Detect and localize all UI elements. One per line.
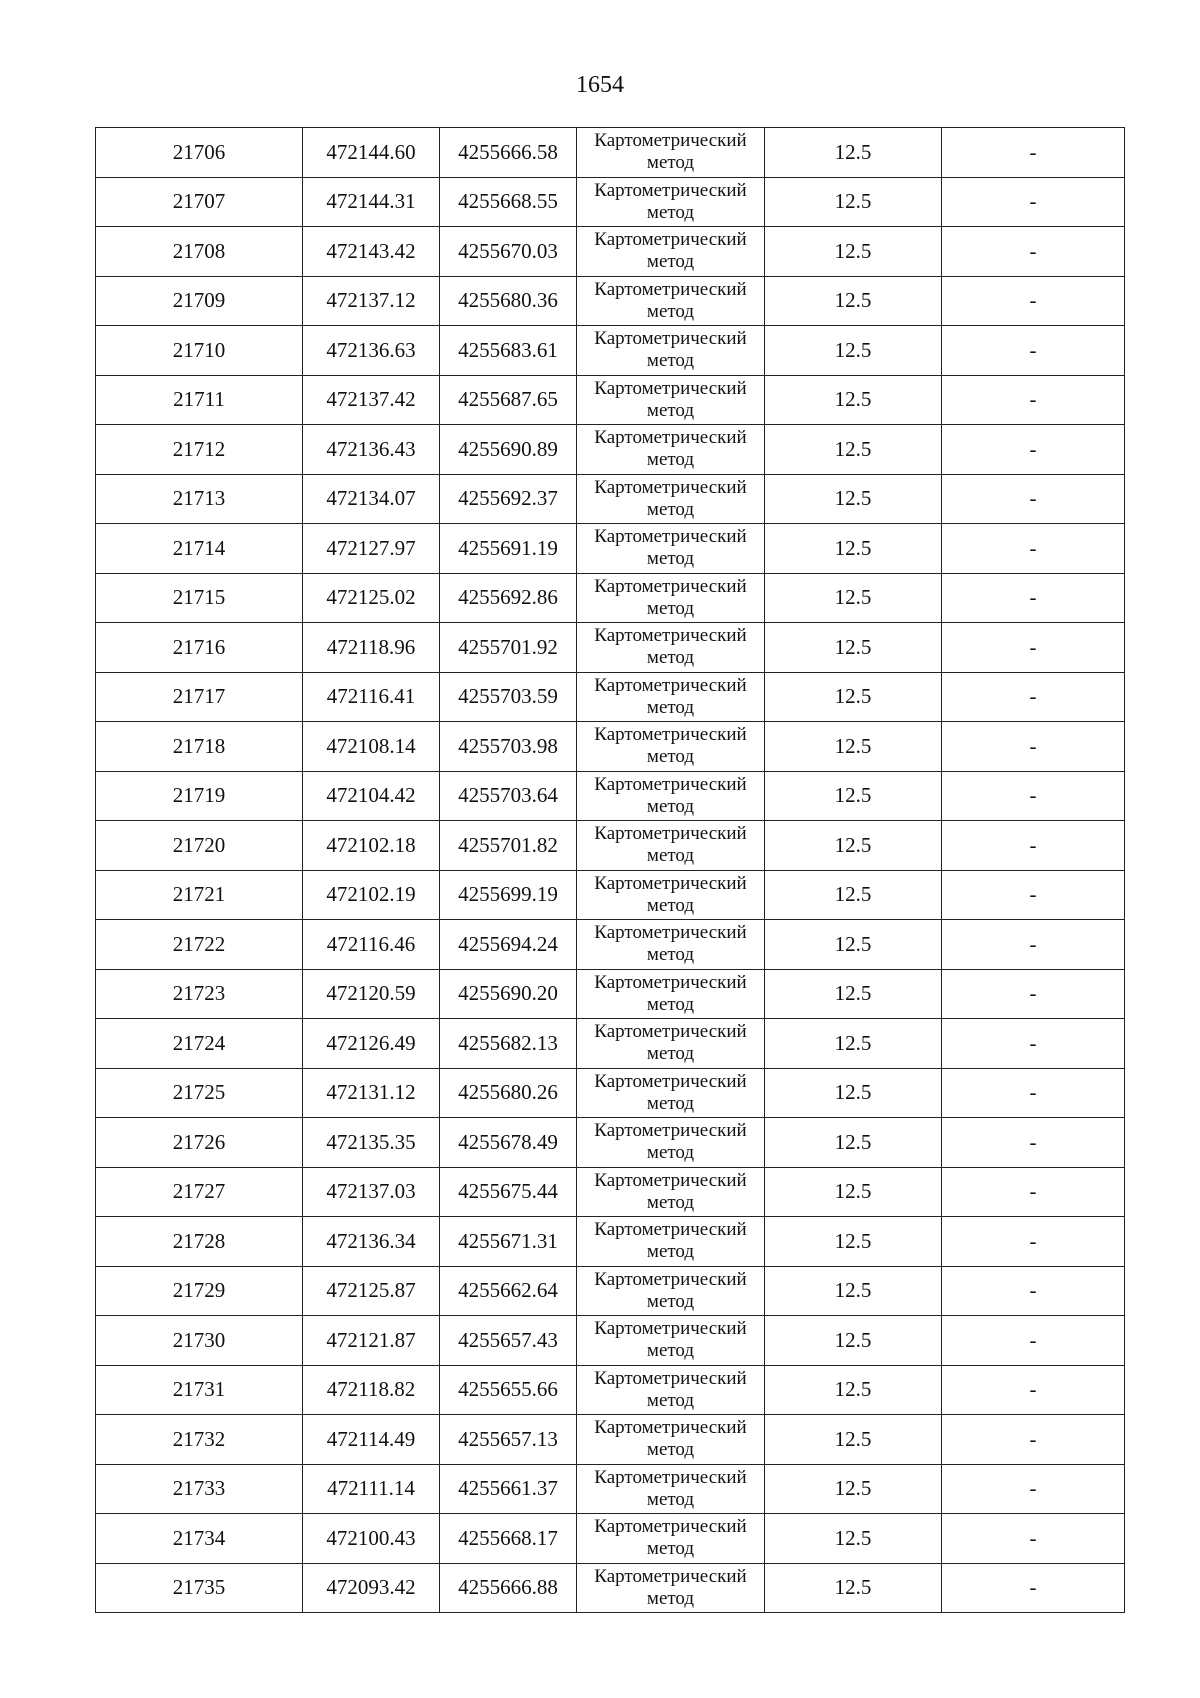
method-line-2: метод bbox=[646, 597, 695, 619]
table-row bbox=[96, 771, 1125, 821]
method-cell bbox=[577, 1266, 765, 1316]
table-row bbox=[96, 227, 1125, 277]
table-row bbox=[96, 1514, 1125, 1564]
method-cell bbox=[577, 1464, 765, 1514]
point-number-cell: 21719 bbox=[96, 771, 303, 821]
note-cell: - bbox=[942, 524, 1125, 574]
table-row bbox=[96, 969, 1125, 1019]
note-cell: - bbox=[942, 128, 1125, 178]
table-row bbox=[96, 474, 1125, 524]
method-line-1: Картометрический bbox=[594, 1219, 747, 1241]
method-cell bbox=[577, 1316, 765, 1366]
note-cell: - bbox=[942, 1464, 1125, 1514]
y-coordinate-cell: 4255703.59 bbox=[440, 672, 577, 722]
method-line-2: метод bbox=[646, 1043, 695, 1065]
y-coordinate-cell: 4255699.19 bbox=[440, 870, 577, 920]
accuracy-cell: 12.5 bbox=[765, 177, 942, 227]
point-number-cell: 21711 bbox=[96, 375, 303, 425]
accuracy-cell: 12.5 bbox=[765, 1217, 942, 1267]
y-coordinate-cell: 4255692.86 bbox=[440, 573, 577, 623]
accuracy-cell: 12.5 bbox=[765, 375, 942, 425]
method-cell bbox=[577, 1365, 765, 1415]
method-line-2: метод bbox=[646, 845, 695, 867]
method-cell bbox=[577, 870, 765, 920]
x-coordinate-cell: 472104.42 bbox=[303, 771, 440, 821]
point-number-cell: 21730 bbox=[96, 1316, 303, 1366]
table-row bbox=[96, 425, 1125, 475]
note-cell: - bbox=[942, 623, 1125, 673]
method-cell bbox=[577, 1019, 765, 1069]
method-line-1: Картометрический bbox=[594, 575, 747, 597]
note-cell: - bbox=[942, 1365, 1125, 1415]
method-line-2: метод bbox=[646, 1587, 695, 1609]
table-row bbox=[96, 276, 1125, 326]
accuracy-cell: 12.5 bbox=[765, 1068, 942, 1118]
note-cell: - bbox=[942, 1167, 1125, 1217]
method-line-1: Картометрический bbox=[594, 526, 747, 548]
coordinates-table-body bbox=[96, 128, 1125, 1613]
table-row bbox=[96, 1019, 1125, 1069]
method-cell bbox=[577, 524, 765, 574]
method-line-2: метод bbox=[646, 746, 695, 768]
method-line-2: метод bbox=[646, 1290, 695, 1312]
method-line-1: Картометрический bbox=[594, 1318, 747, 1340]
y-coordinate-cell: 4255657.43 bbox=[440, 1316, 577, 1366]
point-number-cell: 21717 bbox=[96, 672, 303, 722]
table-row bbox=[96, 128, 1125, 178]
method-line-2: метод bbox=[646, 696, 695, 718]
method-line-2: метод bbox=[646, 251, 695, 273]
y-coordinate-cell: 4255671.31 bbox=[440, 1217, 577, 1267]
method-line-1: Картометрический bbox=[594, 625, 747, 647]
y-coordinate-cell: 4255662.64 bbox=[440, 1266, 577, 1316]
point-number-cell: 21712 bbox=[96, 425, 303, 475]
point-number-cell: 21707 bbox=[96, 177, 303, 227]
method-line-2: метод bbox=[646, 944, 695, 966]
point-number-cell: 21718 bbox=[96, 722, 303, 772]
accuracy-cell: 12.5 bbox=[765, 1316, 942, 1366]
y-coordinate-cell: 4255691.19 bbox=[440, 524, 577, 574]
accuracy-cell: 12.5 bbox=[765, 1167, 942, 1217]
method-cell bbox=[577, 573, 765, 623]
accuracy-cell: 12.5 bbox=[765, 672, 942, 722]
method-cell bbox=[577, 276, 765, 326]
method-line-2: метод bbox=[646, 894, 695, 916]
y-coordinate-cell: 4255703.98 bbox=[440, 722, 577, 772]
method-cell bbox=[577, 1167, 765, 1217]
x-coordinate-cell: 472118.96 bbox=[303, 623, 440, 673]
y-coordinate-cell: 4255666.88 bbox=[440, 1563, 577, 1613]
method-line-2: метод bbox=[646, 300, 695, 322]
x-coordinate-cell: 472126.49 bbox=[303, 1019, 440, 1069]
method-line-2: метод bbox=[646, 1488, 695, 1510]
note-cell: - bbox=[942, 1415, 1125, 1465]
table-row bbox=[96, 1217, 1125, 1267]
method-line-1: Картометрический bbox=[594, 922, 747, 944]
x-coordinate-cell: 472136.34 bbox=[303, 1217, 440, 1267]
method-line-2: метод bbox=[646, 993, 695, 1015]
method-cell bbox=[577, 177, 765, 227]
point-number-cell: 21731 bbox=[96, 1365, 303, 1415]
method-cell bbox=[577, 1563, 765, 1613]
accuracy-cell: 12.5 bbox=[765, 1019, 942, 1069]
y-coordinate-cell: 4255683.61 bbox=[440, 326, 577, 376]
method-cell bbox=[577, 375, 765, 425]
x-coordinate-cell: 472116.46 bbox=[303, 920, 440, 970]
x-coordinate-cell: 472137.03 bbox=[303, 1167, 440, 1217]
y-coordinate-cell: 4255680.26 bbox=[440, 1068, 577, 1118]
table-row bbox=[96, 821, 1125, 871]
y-coordinate-cell: 4255668.55 bbox=[440, 177, 577, 227]
accuracy-cell: 12.5 bbox=[765, 425, 942, 475]
method-line-2: метод bbox=[646, 498, 695, 520]
method-cell bbox=[577, 1118, 765, 1168]
accuracy-cell: 12.5 bbox=[765, 623, 942, 673]
x-coordinate-cell: 472111.14 bbox=[303, 1464, 440, 1514]
y-coordinate-cell: 4255687.65 bbox=[440, 375, 577, 425]
x-coordinate-cell: 472144.31 bbox=[303, 177, 440, 227]
x-coordinate-cell: 472143.42 bbox=[303, 227, 440, 277]
y-coordinate-cell: 4255701.82 bbox=[440, 821, 577, 871]
method-line-2: метод bbox=[646, 152, 695, 174]
table-row bbox=[96, 722, 1125, 772]
method-line-1: Картометрический bbox=[594, 823, 747, 845]
point-number-cell: 21721 bbox=[96, 870, 303, 920]
table-row bbox=[96, 1266, 1125, 1316]
note-cell: - bbox=[942, 326, 1125, 376]
point-number-cell: 21733 bbox=[96, 1464, 303, 1514]
note-cell: - bbox=[942, 425, 1125, 475]
y-coordinate-cell: 4255682.13 bbox=[440, 1019, 577, 1069]
table-row bbox=[96, 1415, 1125, 1465]
x-coordinate-cell: 472120.59 bbox=[303, 969, 440, 1019]
note-cell: - bbox=[942, 227, 1125, 277]
method-line-2: метод bbox=[646, 795, 695, 817]
method-cell bbox=[577, 672, 765, 722]
table-row bbox=[96, 326, 1125, 376]
method-cell bbox=[577, 128, 765, 178]
x-coordinate-cell: 472102.18 bbox=[303, 821, 440, 871]
accuracy-cell: 12.5 bbox=[765, 1464, 942, 1514]
table-row bbox=[96, 1563, 1125, 1613]
coordinates-table bbox=[95, 127, 1125, 1613]
accuracy-cell: 12.5 bbox=[765, 227, 942, 277]
table-row bbox=[96, 1167, 1125, 1217]
point-number-cell: 21722 bbox=[96, 920, 303, 970]
note-cell: - bbox=[942, 672, 1125, 722]
table-row bbox=[96, 375, 1125, 425]
y-coordinate-cell: 4255655.66 bbox=[440, 1365, 577, 1415]
accuracy-cell: 12.5 bbox=[765, 1118, 942, 1168]
x-coordinate-cell: 472093.42 bbox=[303, 1563, 440, 1613]
note-cell: - bbox=[942, 1217, 1125, 1267]
y-coordinate-cell: 4255670.03 bbox=[440, 227, 577, 277]
x-coordinate-cell: 472131.12 bbox=[303, 1068, 440, 1118]
method-cell bbox=[577, 1068, 765, 1118]
method-line-1: Картометрический bbox=[594, 1466, 747, 1488]
note-cell: - bbox=[942, 573, 1125, 623]
point-number-cell: 21708 bbox=[96, 227, 303, 277]
point-number-cell: 21732 bbox=[96, 1415, 303, 1465]
method-line-2: метод bbox=[646, 1191, 695, 1213]
point-number-cell: 21709 bbox=[96, 276, 303, 326]
point-number-cell: 21725 bbox=[96, 1068, 303, 1118]
note-cell: - bbox=[942, 375, 1125, 425]
method-cell bbox=[577, 969, 765, 1019]
method-line-1: Картометрический bbox=[594, 1268, 747, 1290]
method-cell bbox=[577, 425, 765, 475]
table-row bbox=[96, 672, 1125, 722]
method-line-2: метод bbox=[646, 201, 695, 223]
method-line-2: метод bbox=[646, 1538, 695, 1560]
method-line-2: метод bbox=[646, 1092, 695, 1114]
page-number: 1654 bbox=[576, 72, 624, 98]
method-cell bbox=[577, 1415, 765, 1465]
y-coordinate-cell: 4255666.58 bbox=[440, 128, 577, 178]
method-line-2: метод bbox=[646, 647, 695, 669]
method-line-1: Картометрический bbox=[594, 1516, 747, 1538]
point-number-cell: 21714 bbox=[96, 524, 303, 574]
method-line-1: Картометрический bbox=[594, 179, 747, 201]
method-line-2: метод bbox=[646, 1389, 695, 1411]
method-line-2: метод bbox=[646, 548, 695, 570]
method-line-1: Картометрический bbox=[594, 130, 747, 152]
table-row bbox=[96, 1464, 1125, 1514]
accuracy-cell: 12.5 bbox=[765, 128, 942, 178]
y-coordinate-cell: 4255661.37 bbox=[440, 1464, 577, 1514]
method-line-1: Картометрический bbox=[594, 278, 747, 300]
y-coordinate-cell: 4255657.13 bbox=[440, 1415, 577, 1465]
accuracy-cell: 12.5 bbox=[765, 969, 942, 1019]
x-coordinate-cell: 472144.60 bbox=[303, 128, 440, 178]
x-coordinate-cell: 472137.42 bbox=[303, 375, 440, 425]
point-number-cell: 21735 bbox=[96, 1563, 303, 1613]
method-line-1: Картометрический bbox=[594, 872, 747, 894]
method-line-2: метод bbox=[646, 350, 695, 372]
x-coordinate-cell: 472135.35 bbox=[303, 1118, 440, 1168]
x-coordinate-cell: 472114.49 bbox=[303, 1415, 440, 1465]
note-cell: - bbox=[942, 722, 1125, 772]
table-row bbox=[96, 1316, 1125, 1366]
method-cell bbox=[577, 1217, 765, 1267]
method-line-1: Картометрический bbox=[594, 1021, 747, 1043]
method-line-1: Картометрический bbox=[594, 328, 747, 350]
method-line-1: Картометрический bbox=[594, 1565, 747, 1587]
table-row bbox=[96, 1365, 1125, 1415]
point-number-cell: 21715 bbox=[96, 573, 303, 623]
method-cell bbox=[577, 623, 765, 673]
method-line-2: метод bbox=[646, 1241, 695, 1263]
method-cell bbox=[577, 821, 765, 871]
method-line-1: Картометрический bbox=[594, 724, 747, 746]
method-line-1: Картометрический bbox=[594, 1169, 747, 1191]
accuracy-cell: 12.5 bbox=[765, 276, 942, 326]
note-cell: - bbox=[942, 969, 1125, 1019]
accuracy-cell: 12.5 bbox=[765, 722, 942, 772]
note-cell: - bbox=[942, 1118, 1125, 1168]
table-row bbox=[96, 623, 1125, 673]
note-cell: - bbox=[942, 1316, 1125, 1366]
method-cell bbox=[577, 1514, 765, 1564]
accuracy-cell: 12.5 bbox=[765, 1266, 942, 1316]
method-line-1: Картометрический bbox=[594, 1367, 747, 1389]
point-number-cell: 21720 bbox=[96, 821, 303, 871]
x-coordinate-cell: 472100.43 bbox=[303, 1514, 440, 1564]
accuracy-cell: 12.5 bbox=[765, 524, 942, 574]
table-row bbox=[96, 573, 1125, 623]
note-cell: - bbox=[942, 1068, 1125, 1118]
x-coordinate-cell: 472137.12 bbox=[303, 276, 440, 326]
y-coordinate-cell: 4255678.49 bbox=[440, 1118, 577, 1168]
method-line-1: Картометрический bbox=[594, 427, 747, 449]
method-line-1: Картометрический bbox=[594, 1070, 747, 1092]
method-line-1: Картометрический bbox=[594, 1120, 747, 1142]
table-row bbox=[96, 1118, 1125, 1168]
point-number-cell: 21729 bbox=[96, 1266, 303, 1316]
point-number-cell: 21723 bbox=[96, 969, 303, 1019]
point-number-cell: 21713 bbox=[96, 474, 303, 524]
y-coordinate-cell: 4255668.17 bbox=[440, 1514, 577, 1564]
table-row bbox=[96, 524, 1125, 574]
method-cell bbox=[577, 227, 765, 277]
x-coordinate-cell: 472134.07 bbox=[303, 474, 440, 524]
method-line-1: Картометрический bbox=[594, 773, 747, 795]
accuracy-cell: 12.5 bbox=[765, 1514, 942, 1564]
accuracy-cell: 12.5 bbox=[765, 326, 942, 376]
note-cell: - bbox=[942, 1266, 1125, 1316]
y-coordinate-cell: 4255703.64 bbox=[440, 771, 577, 821]
note-cell: - bbox=[942, 177, 1125, 227]
note-cell: - bbox=[942, 1019, 1125, 1069]
point-number-cell: 21716 bbox=[96, 623, 303, 673]
x-coordinate-cell: 472125.87 bbox=[303, 1266, 440, 1316]
table-row bbox=[96, 920, 1125, 970]
table-row bbox=[96, 177, 1125, 227]
x-coordinate-cell: 472102.19 bbox=[303, 870, 440, 920]
method-cell bbox=[577, 474, 765, 524]
x-coordinate-cell: 472136.63 bbox=[303, 326, 440, 376]
note-cell: - bbox=[942, 821, 1125, 871]
y-coordinate-cell: 4255690.89 bbox=[440, 425, 577, 475]
note-cell: - bbox=[942, 1514, 1125, 1564]
accuracy-cell: 12.5 bbox=[765, 573, 942, 623]
method-line-2: метод bbox=[646, 449, 695, 471]
note-cell: - bbox=[942, 920, 1125, 970]
accuracy-cell: 12.5 bbox=[765, 1365, 942, 1415]
point-number-cell: 21727 bbox=[96, 1167, 303, 1217]
point-number-cell: 21728 bbox=[96, 1217, 303, 1267]
point-number-cell: 21734 bbox=[96, 1514, 303, 1564]
x-coordinate-cell: 472127.97 bbox=[303, 524, 440, 574]
x-coordinate-cell: 472125.02 bbox=[303, 573, 440, 623]
y-coordinate-cell: 4255680.36 bbox=[440, 276, 577, 326]
x-coordinate-cell: 472121.87 bbox=[303, 1316, 440, 1366]
table-row bbox=[96, 1068, 1125, 1118]
accuracy-cell: 12.5 bbox=[765, 821, 942, 871]
method-line-1: Картометрический bbox=[594, 476, 747, 498]
method-cell bbox=[577, 771, 765, 821]
point-number-cell: 21706 bbox=[96, 128, 303, 178]
method-line-2: метод bbox=[646, 1340, 695, 1362]
y-coordinate-cell: 4255694.24 bbox=[440, 920, 577, 970]
y-coordinate-cell: 4255692.37 bbox=[440, 474, 577, 524]
note-cell: - bbox=[942, 1563, 1125, 1613]
method-line-1: Картометрический bbox=[594, 971, 747, 993]
method-line-2: метод bbox=[646, 1439, 695, 1461]
method-line-2: метод bbox=[646, 399, 695, 421]
x-coordinate-cell: 472136.43 bbox=[303, 425, 440, 475]
accuracy-cell: 12.5 bbox=[765, 1563, 942, 1613]
method-line-1: Картометрический bbox=[594, 674, 747, 696]
y-coordinate-cell: 4255675.44 bbox=[440, 1167, 577, 1217]
method-line-1: Картометрический bbox=[594, 1417, 747, 1439]
note-cell: - bbox=[942, 771, 1125, 821]
x-coordinate-cell: 472116.41 bbox=[303, 672, 440, 722]
x-coordinate-cell: 472108.14 bbox=[303, 722, 440, 772]
accuracy-cell: 12.5 bbox=[765, 1415, 942, 1465]
x-coordinate-cell: 472118.82 bbox=[303, 1365, 440, 1415]
method-cell bbox=[577, 920, 765, 970]
point-number-cell: 21710 bbox=[96, 326, 303, 376]
method-cell bbox=[577, 722, 765, 772]
method-cell bbox=[577, 326, 765, 376]
note-cell: - bbox=[942, 276, 1125, 326]
point-number-cell: 21724 bbox=[96, 1019, 303, 1069]
method-line-1: Картометрический bbox=[594, 377, 747, 399]
accuracy-cell: 12.5 bbox=[765, 771, 942, 821]
note-cell: - bbox=[942, 474, 1125, 524]
note-cell: - bbox=[942, 870, 1125, 920]
point-number-cell: 21726 bbox=[96, 1118, 303, 1168]
y-coordinate-cell: 4255701.92 bbox=[440, 623, 577, 673]
method-line-1: Картометрический bbox=[594, 229, 747, 251]
y-coordinate-cell: 4255690.20 bbox=[440, 969, 577, 1019]
table-row bbox=[96, 870, 1125, 920]
accuracy-cell: 12.5 bbox=[765, 870, 942, 920]
accuracy-cell: 12.5 bbox=[765, 474, 942, 524]
accuracy-cell: 12.5 bbox=[765, 920, 942, 970]
method-line-2: метод bbox=[646, 1142, 695, 1164]
